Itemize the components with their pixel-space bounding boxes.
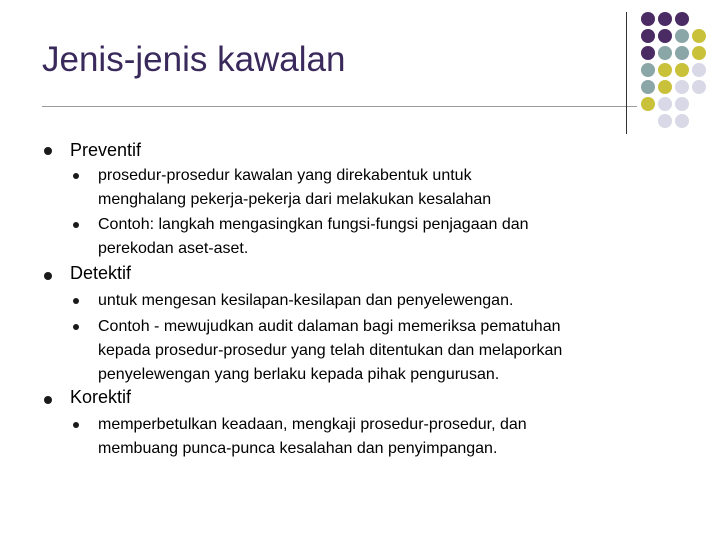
section-heading-korektif: Korektif: [70, 387, 132, 407]
bullet-icon: [44, 272, 52, 280]
title-divider: [42, 106, 637, 107]
decor-dot: [658, 29, 672, 43]
decor-dot: [641, 29, 655, 43]
list-item: untuk mengesan kesilapan-kesilapan dan penyelewengan.: [98, 292, 514, 309]
decor-dot: [675, 29, 689, 43]
bullet-icon: [44, 147, 52, 155]
decor-dot: [675, 12, 689, 26]
slide-title: Jenis-jenis kawalan: [42, 40, 346, 79]
decor-dot: [658, 114, 672, 128]
sub-bullet-icon: [73, 173, 79, 179]
bullet-icon: [44, 396, 52, 404]
decor-dot: [641, 46, 655, 60]
decor-dot: [692, 46, 706, 60]
sub-bullet-icon: [73, 422, 79, 428]
list-item: Contoh - mewujudkan audit dalaman bagi memeriksa pematuhan kepada prosedur-prosedur yang telah ditentukan dan melaporkan penyelewengan yang berlaku kepada pihak pengurusan.: [98, 318, 563, 383]
decor-dot: [658, 97, 672, 111]
decor-dot: [658, 63, 672, 77]
decor-dot: [658, 46, 672, 60]
sub-bullet-icon: [73, 324, 79, 330]
decor-dot: [692, 29, 706, 43]
decor-dot: [641, 63, 655, 77]
decor-dot: [675, 80, 689, 94]
decor-dot: [675, 63, 689, 77]
list-item: memperbetulkan keadaan, mengkaji prosedur-prosedur, dan membuang punca-punca kesalahan dan penyimpangan.: [98, 416, 527, 457]
decor-dot: [675, 46, 689, 60]
decor-dot: [692, 80, 706, 94]
list-item: Contoh: langkah mengasingkan fungsi-fungsi penjagaan dan perekodan aset-aset.: [98, 216, 529, 257]
decor-dot: [641, 80, 655, 94]
decor-vertical-line: [626, 12, 627, 134]
decor-dot: [641, 97, 655, 111]
section-heading-detektif: Detektif: [70, 263, 132, 283]
decor-dot: [675, 97, 689, 111]
sub-bullet-icon: [73, 298, 79, 304]
list-item: prosedur-prosedur kawalan yang direkabentuk untuk menghalang pekerja-pekerja dari melakukan kesalahan: [98, 167, 492, 208]
decor-dot: [641, 12, 655, 26]
decor-dot: [692, 63, 706, 77]
decor-dot: [658, 12, 672, 26]
decor-dot: [658, 80, 672, 94]
sub-bullet-icon: [73, 222, 79, 228]
decor-dot: [675, 114, 689, 128]
section-heading-preventif: Preventif: [70, 140, 142, 160]
